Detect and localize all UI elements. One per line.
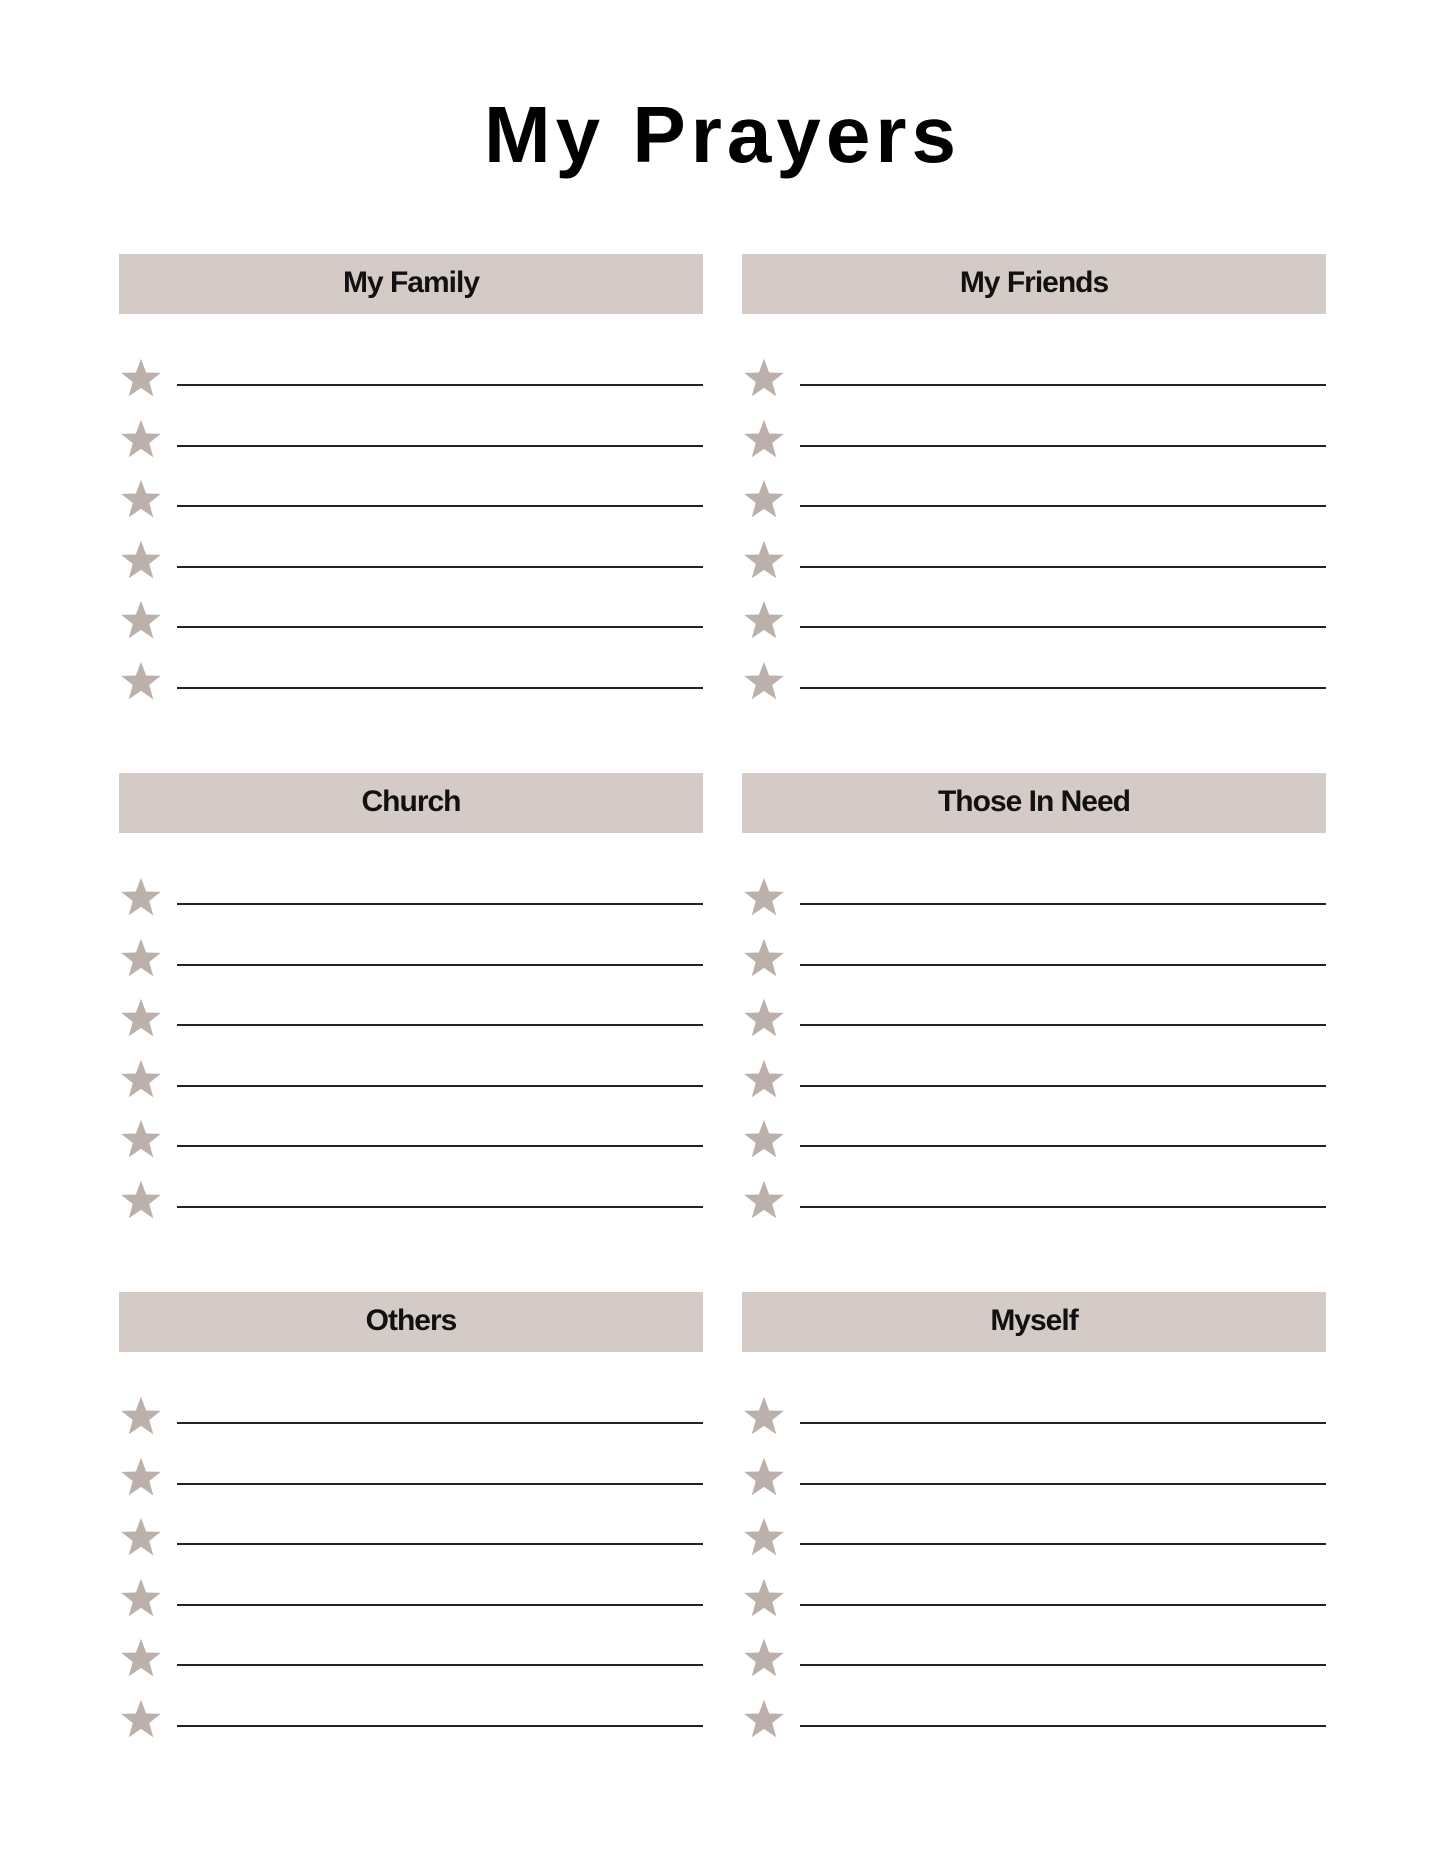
writing-line[interactable] xyxy=(177,1206,703,1208)
writing-line[interactable] xyxy=(800,1085,1326,1087)
writing-line[interactable] xyxy=(177,626,703,628)
prayer-row xyxy=(742,1057,1326,1118)
writing-line[interactable] xyxy=(800,1664,1326,1666)
writing-line[interactable] xyxy=(177,1422,703,1424)
section-header: My Family xyxy=(119,254,703,314)
prayer-row xyxy=(119,659,703,720)
star-icon xyxy=(742,538,786,582)
writing-line[interactable] xyxy=(177,384,703,386)
star-icon xyxy=(742,1394,786,1438)
star-icon xyxy=(742,1697,786,1741)
prayer-list xyxy=(742,356,1326,719)
writing-line[interactable] xyxy=(800,1422,1326,1424)
writing-line[interactable] xyxy=(177,1483,703,1485)
writing-line[interactable] xyxy=(177,687,703,689)
writing-line[interactable] xyxy=(800,384,1326,386)
star-icon xyxy=(119,417,163,461)
star-icon xyxy=(742,1636,786,1680)
star-icon xyxy=(119,875,163,919)
star-icon xyxy=(119,598,163,642)
star-icon xyxy=(742,356,786,400)
writing-line[interactable] xyxy=(177,1725,703,1727)
prayer-row xyxy=(742,1636,1326,1697)
prayer-row xyxy=(119,1117,703,1178)
prayer-row xyxy=(119,1178,703,1239)
writing-line[interactable] xyxy=(177,445,703,447)
prayer-row xyxy=(119,1455,703,1516)
prayer-row xyxy=(119,477,703,538)
writing-line[interactable] xyxy=(800,687,1326,689)
prayer-row xyxy=(119,1636,703,1697)
star-icon xyxy=(119,1636,163,1680)
writing-line[interactable] xyxy=(177,505,703,507)
star-icon xyxy=(742,598,786,642)
prayer-row xyxy=(742,1576,1326,1637)
star-icon xyxy=(742,1057,786,1101)
section-myself xyxy=(742,1292,1326,1757)
section-my-family xyxy=(119,254,703,719)
star-icon xyxy=(119,996,163,1040)
star-icon xyxy=(742,936,786,980)
writing-line[interactable] xyxy=(800,626,1326,628)
star-icon xyxy=(119,538,163,582)
star-icon xyxy=(742,1576,786,1620)
prayer-row xyxy=(742,659,1326,720)
star-icon xyxy=(119,1057,163,1101)
writing-line[interactable] xyxy=(800,1145,1326,1147)
prayer-row xyxy=(119,1697,703,1758)
star-icon xyxy=(742,1178,786,1222)
prayer-list xyxy=(742,1394,1326,1757)
prayer-list xyxy=(119,356,703,719)
writing-line[interactable] xyxy=(800,566,1326,568)
writing-line[interactable] xyxy=(800,1206,1326,1208)
star-icon xyxy=(119,659,163,703)
prayer-row xyxy=(742,356,1326,417)
writing-line[interactable] xyxy=(177,964,703,966)
writing-line[interactable] xyxy=(800,445,1326,447)
prayer-row xyxy=(119,1057,703,1118)
star-icon xyxy=(119,356,163,400)
star-icon xyxy=(742,1515,786,1559)
writing-line[interactable] xyxy=(800,1725,1326,1727)
star-icon xyxy=(742,659,786,703)
prayer-list xyxy=(742,875,1326,1238)
prayer-row xyxy=(119,936,703,997)
star-icon xyxy=(119,1394,163,1438)
section-header: Church xyxy=(119,773,703,833)
prayer-row xyxy=(742,1455,1326,1516)
section-those-in-need xyxy=(742,773,1326,1238)
prayer-row xyxy=(742,598,1326,659)
star-icon xyxy=(119,477,163,521)
prayer-row xyxy=(119,996,703,1057)
writing-line[interactable] xyxy=(800,1543,1326,1545)
prayer-row xyxy=(119,1576,703,1637)
prayer-row xyxy=(742,1178,1326,1239)
star-icon xyxy=(119,1178,163,1222)
star-icon xyxy=(119,1117,163,1161)
writing-line[interactable] xyxy=(177,1145,703,1147)
star-icon xyxy=(119,936,163,980)
star-icon xyxy=(742,417,786,461)
section-church xyxy=(119,773,703,1238)
star-icon xyxy=(119,1697,163,1741)
prayer-row xyxy=(119,875,703,936)
writing-line[interactable] xyxy=(177,566,703,568)
star-icon xyxy=(742,1117,786,1161)
section-others xyxy=(119,1292,703,1757)
prayer-row xyxy=(119,598,703,659)
prayer-row xyxy=(742,1117,1326,1178)
star-icon xyxy=(119,1576,163,1620)
star-icon xyxy=(742,1455,786,1499)
prayer-row xyxy=(119,356,703,417)
prayer-row xyxy=(119,417,703,478)
section-header: My Friends xyxy=(742,254,1326,314)
writing-line[interactable] xyxy=(800,1483,1326,1485)
writing-line[interactable] xyxy=(177,1543,703,1545)
prayer-row xyxy=(742,1697,1326,1758)
star-icon xyxy=(119,1515,163,1559)
star-icon xyxy=(742,996,786,1040)
prayer-row xyxy=(742,1515,1326,1576)
prayer-row xyxy=(119,538,703,599)
section-header: Those In Need xyxy=(742,773,1326,833)
page-title: My Prayers xyxy=(484,90,961,179)
star-icon xyxy=(119,1455,163,1499)
writing-line[interactable] xyxy=(800,903,1326,905)
writing-line[interactable] xyxy=(177,1024,703,1026)
prayer-row xyxy=(742,996,1326,1057)
section-header: Others xyxy=(119,1292,703,1352)
section-my-friends xyxy=(742,254,1326,719)
writing-line[interactable] xyxy=(177,1664,703,1666)
writing-line[interactable] xyxy=(177,1085,703,1087)
star-icon xyxy=(742,875,786,919)
prayer-row xyxy=(742,538,1326,599)
writing-line[interactable] xyxy=(800,964,1326,966)
prayer-row xyxy=(742,477,1326,538)
prayer-row xyxy=(119,1394,703,1455)
section-header: Myself xyxy=(742,1292,1326,1352)
star-icon xyxy=(742,477,786,521)
writing-line[interactable] xyxy=(800,1604,1326,1606)
prayer-row xyxy=(742,417,1326,478)
writing-line[interactable] xyxy=(177,903,703,905)
writing-line[interactable] xyxy=(800,505,1326,507)
prayer-row xyxy=(742,936,1326,997)
prayer-row xyxy=(742,1394,1326,1455)
prayer-row xyxy=(742,875,1326,936)
writing-line[interactable] xyxy=(177,1604,703,1606)
writing-line[interactable] xyxy=(800,1024,1326,1026)
prayer-list xyxy=(119,875,703,1238)
prayer-list xyxy=(119,1394,703,1757)
prayer-row xyxy=(119,1515,703,1576)
